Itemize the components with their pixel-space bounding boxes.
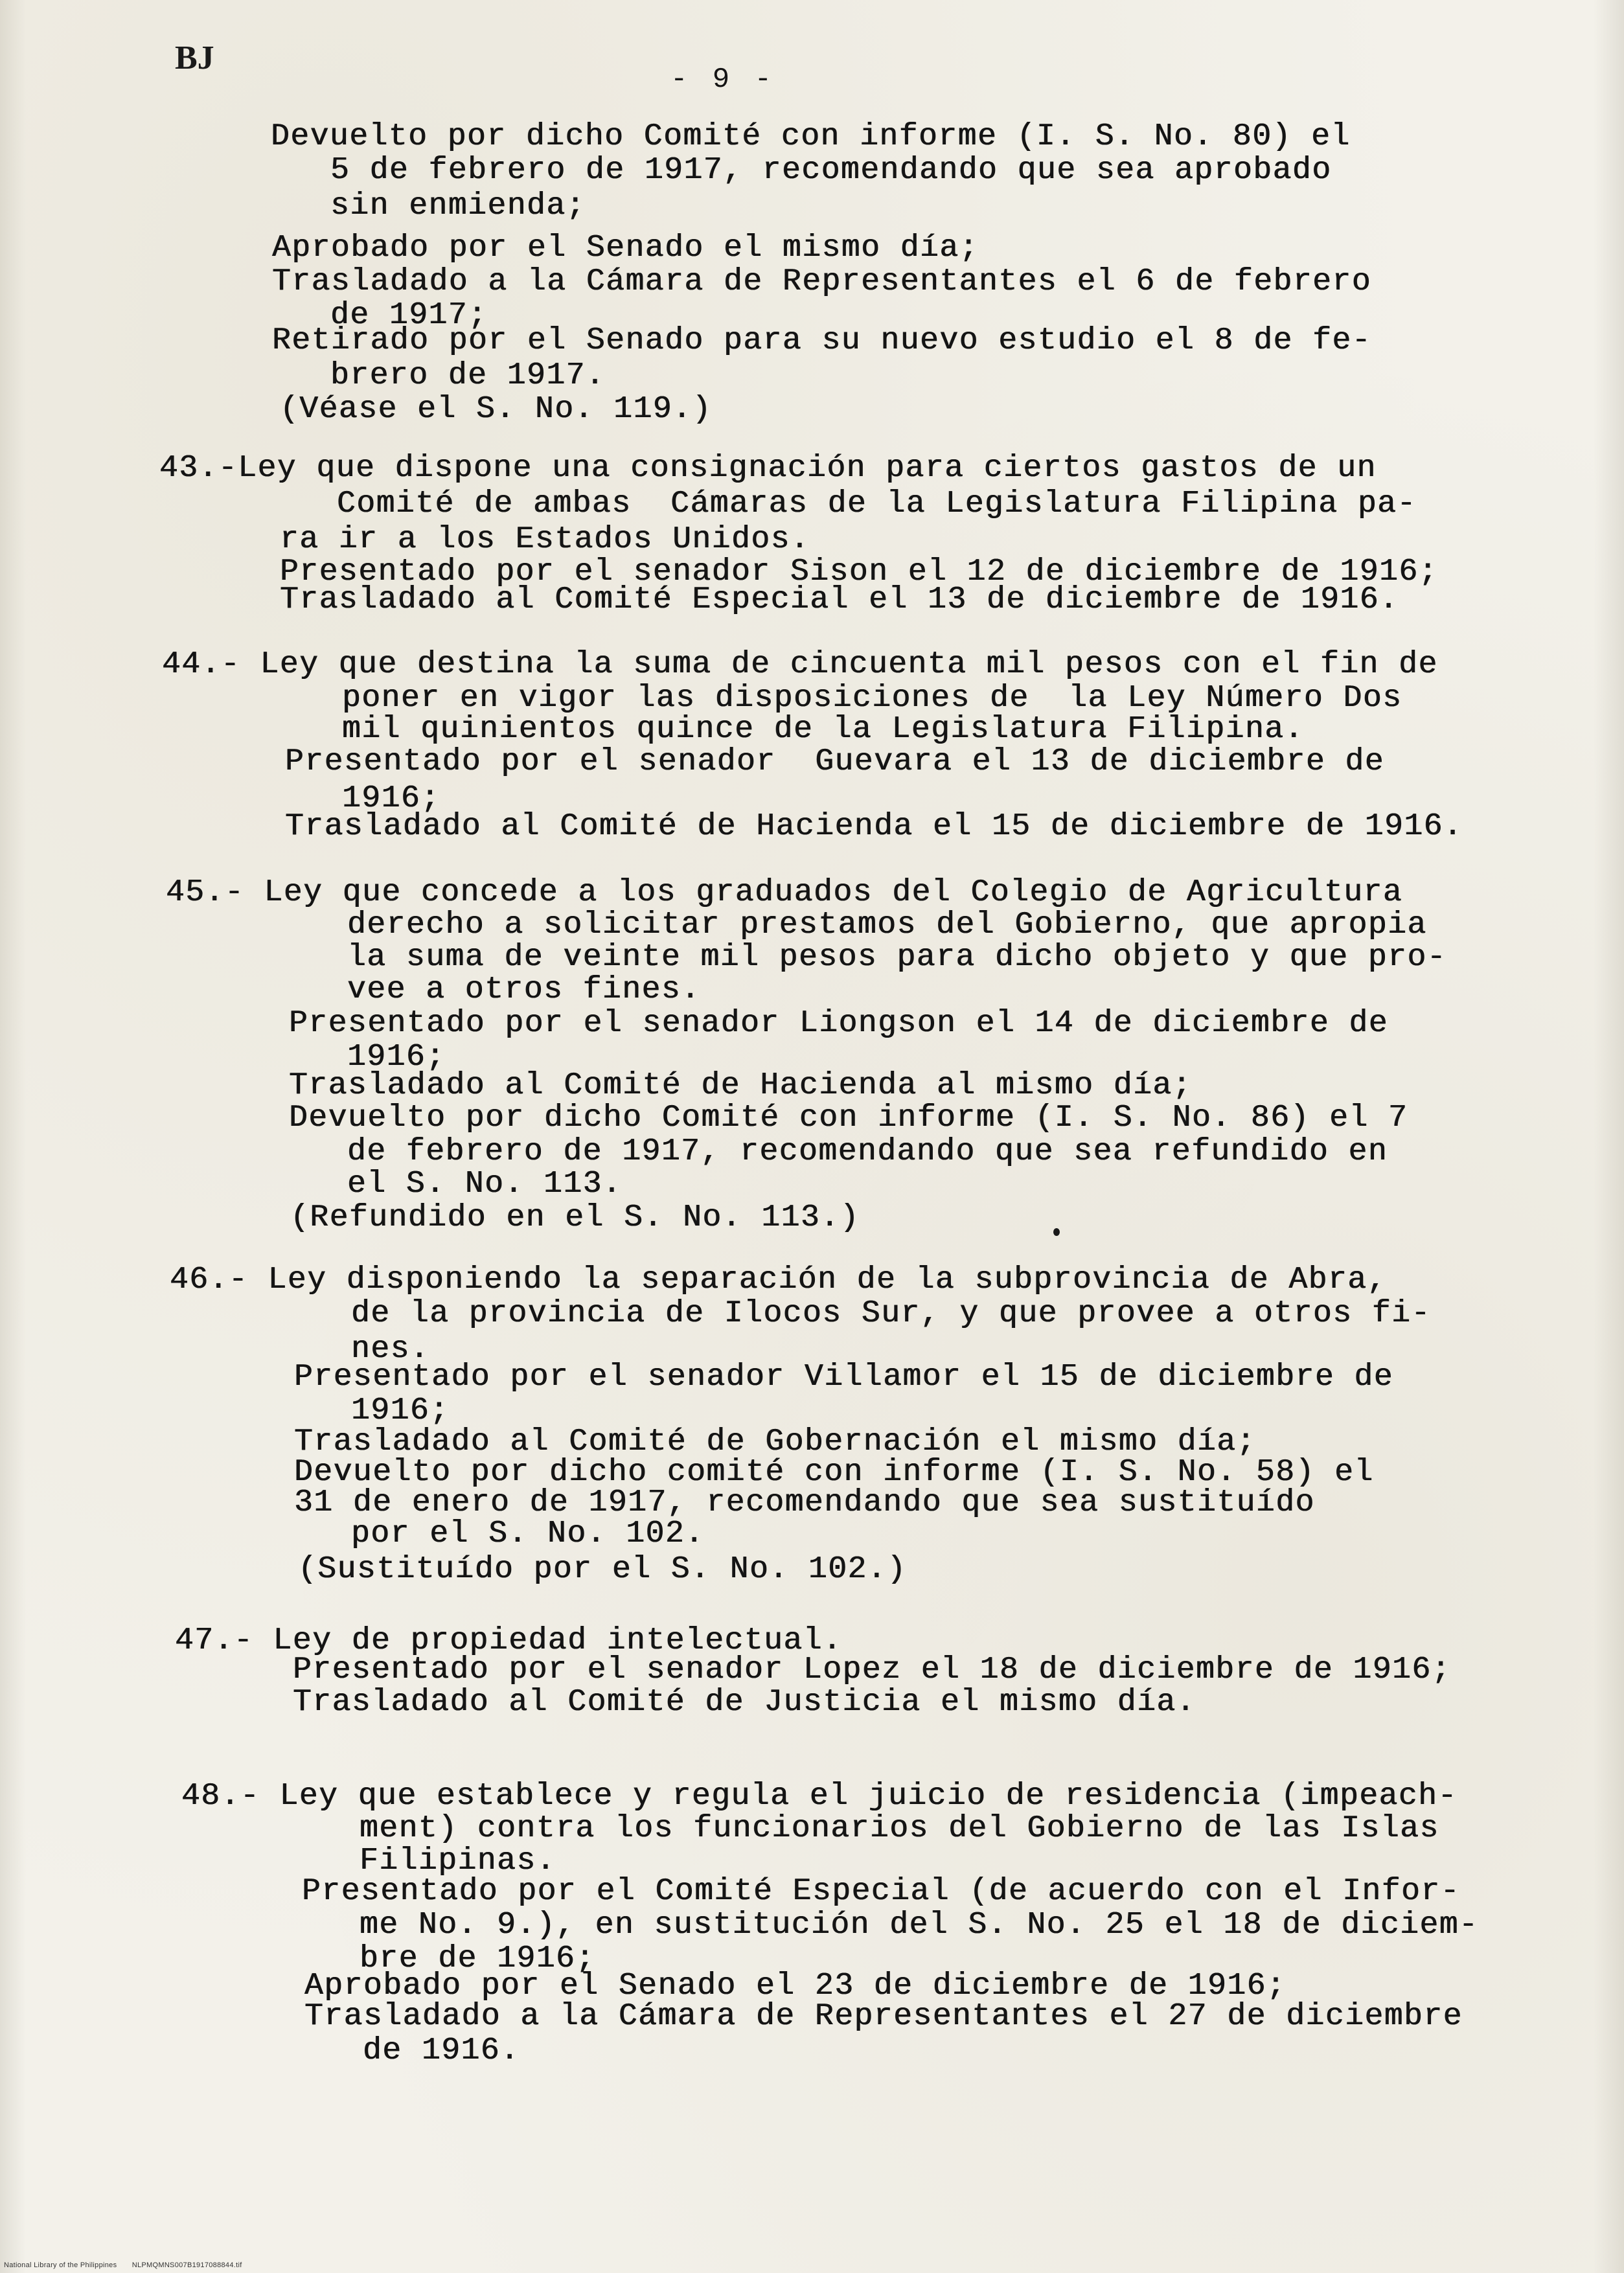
text-line: (Refundido en el S. No. 113.) <box>290 1200 860 1235</box>
footer-source: National Library of the Philippines <box>4 2261 117 2269</box>
text-line: Trasladado al Comité Especial el 13 de diciembre de 1916. <box>280 582 1399 617</box>
text-line: poner en vigor las disposiciones de la Ley Número Dos <box>342 681 1402 716</box>
page-number: - 9 - <box>670 63 776 96</box>
text-line: por el S. No. 102. <box>351 1516 705 1551</box>
text-line: Presentado por el senador Guevara el 13 de diciembre de <box>285 744 1385 779</box>
text-line: Presentado por el senador Sison el 12 de diciembre de 1916; <box>280 554 1438 589</box>
text-line: de 1917; <box>330 298 488 333</box>
text-line: Retirado por el Senado para su nuevo estudio el 8 de fe- <box>272 323 1372 358</box>
text-line: Devuelto por dicho Comité con informe (I. S. No. 86) el 7 <box>289 1101 1408 1136</box>
entry-48-title: 48.- Ley que establece y regula el juicio de residencia (impeach- <box>181 1779 1458 1814</box>
text-line: Trasladado al Comité de Hacienda al mismo día; <box>289 1068 1193 1103</box>
text-line: de febrero de 1917, recomendando que sea refundido en <box>347 1134 1388 1169</box>
text-line: el S. No. 113. <box>347 1167 623 1202</box>
text-line: 1916; <box>347 1040 446 1075</box>
text-line: Presentado por el senador Lopez el 18 de diciembre de 1916; <box>293 1652 1451 1687</box>
text-line: (Véase el S. No. 119.) <box>280 392 712 427</box>
text-line: brero de 1917. <box>330 358 606 393</box>
text-line: Trasladado al Comité de Justicia el mismo día. <box>293 1685 1196 1720</box>
text-line: Trasladado a la Cámara de Representantes el 6 de febrero <box>272 264 1372 299</box>
entry-46-title: 46.- Ley disponiendo la separación de la subprovincia de Abra, <box>170 1262 1387 1297</box>
text-line: Presentado por el senador Villamor el 15 de diciembre de <box>294 1360 1394 1395</box>
text-line: mil quinientos quince de la Legislatura Filipina. <box>342 712 1304 747</box>
text-line: Trasladado al Comité de Hacienda el 15 de diciembre de 1916. <box>285 809 1463 844</box>
text-line: vee a otros fines. <box>347 972 701 1007</box>
text-line: 31 de enero de 1917, recomendando que sea sustituído <box>294 1485 1315 1520</box>
text-line: me No. 9.), en sustitución del S. No. 25 el 18 de diciem- <box>360 1908 1479 1943</box>
text-line: la suma de veinte mil pesos para dicho objeto y que pro- <box>347 940 1447 975</box>
text-line: de 1916. <box>363 2033 520 2068</box>
text-line: Presentado por el Comité Especial (de acuerdo con el Infor- <box>302 1874 1460 1909</box>
entry-45-title: 45.- Ley que concede a los graduados del Colegio de Agricultura <box>166 875 1403 910</box>
text-line: Comité de ambas Cámaras de la Legislatura Filipina pa- <box>337 486 1417 521</box>
text-line: Aprobado por el Senado el 23 de diciembre de 1916; <box>304 1969 1287 2004</box>
text-line: bre de 1916; <box>360 1941 595 1976</box>
entry-44-title: 44.- Ley que destina la suma de cincuenta mil pesos con el fin de <box>162 647 1438 682</box>
text-line: Filipinas. <box>360 1844 556 1879</box>
text-line: (Sustituído por el S. No. 102.) <box>298 1552 907 1587</box>
text-line: Aprobado por el Senado el mismo día; <box>272 231 979 266</box>
footer-file: NLPMQMNS007B1917088844.tif <box>132 2261 242 2269</box>
text-line: ment) contra los funcionarios del Gobierno de las Islas <box>360 1811 1439 1846</box>
text-line: Trasladado a la Cámara de Representantes el 27 de diciembre <box>304 1999 1463 2034</box>
text-line: Devuelto por dicho comité con informe (I. S. No. 58) el <box>294 1455 1374 1490</box>
text-line: Presentado por el senador Liongson el 14 de diciembre de <box>289 1006 1389 1041</box>
entry-47-title: 47.- Ley de propiedad intelectual. <box>175 1623 843 1658</box>
text-line: derecho a solicitar prestamos del Gobierno, que apropia <box>347 908 1427 942</box>
scan-footer <box>4 2261 242 2269</box>
text-line: Trasladado al Comité de Gobernación el mismo día; <box>294 1424 1256 1459</box>
text-line: nes. <box>351 1332 430 1367</box>
text-line: 1916; <box>342 781 440 816</box>
ink-mark <box>1053 1228 1060 1236</box>
text-line: Devuelto por dicho Comité con informe (I. S. No. 80) el <box>271 119 1351 154</box>
text-line: ra ir a los Estados Unidos. <box>280 522 810 557</box>
text-line: de la provincia de Ilocos Sur, y que provee a otros fi- <box>351 1296 1431 1331</box>
text-line: sin enmienda; <box>330 188 586 223</box>
text-line: 5 de febrero de 1917, recomendando que sea aprobado <box>330 153 1332 188</box>
entry-43-title: 43.-Ley que dispone una consignación para ciertos gastos de un <box>159 451 1377 486</box>
text-line: 1916; <box>351 1393 450 1428</box>
typist-initials: BJ <box>175 40 214 76</box>
